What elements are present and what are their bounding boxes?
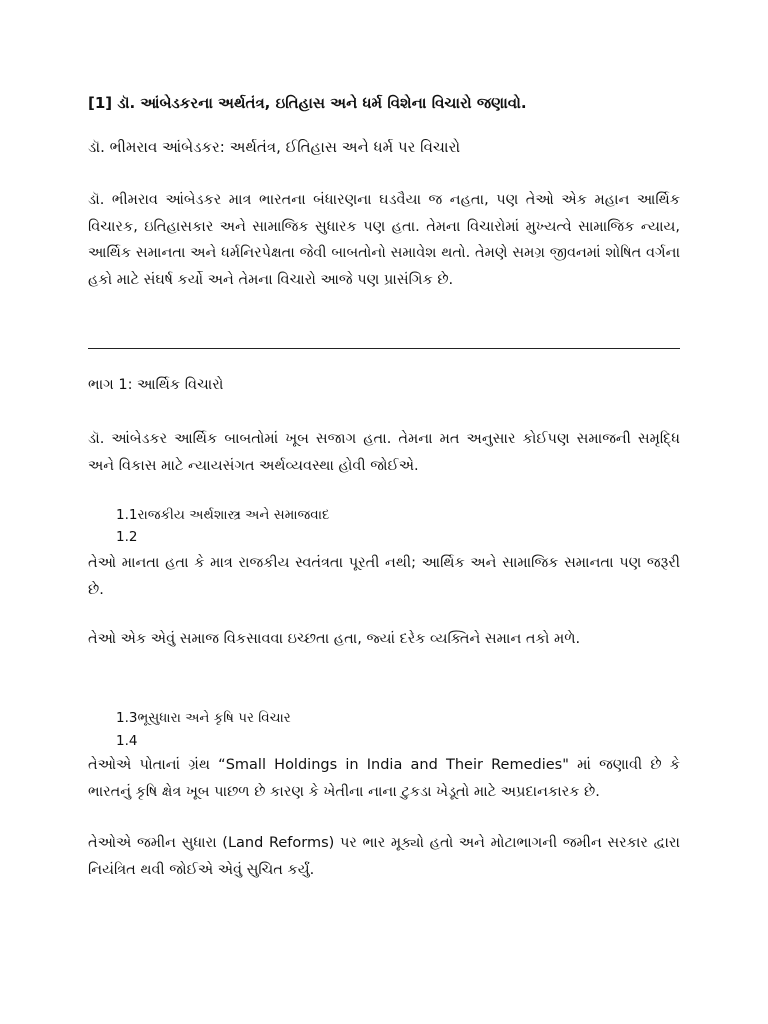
document-subtitle: ડૉ. ભીમરાવ આંબેડકર: અર્થતંત્ર, ઈતિહાસ અને ધર્મ પર વિચારો [88, 138, 461, 156]
society-paragraph: તેઓ એક એવું સમાજ વિકસાવવા ઇચ્છતા હતા, જ્યાં દરેક વ્યક્તિને સમાન તકો મળે. [88, 631, 581, 647]
list-item-1-1: 1.1રાજકીય અર્થશાસ્ત્ર અને સમાજવાદ [116, 507, 330, 523]
list-item-1-2: 1.2 [116, 529, 138, 545]
intro-paragraph: ડૉ. ભીમરાવ આંબેડકર માત્ર ભારતના બંધારણના ઘડવૈયા જ નહતા, પણ તેઓ એક મહાન આર્થિક વિચારક, ઇતિહાસકાર અને સામાજિક સુધારક પણ હતા. તેમના વિચારોમાં મુખ્યત્વે સામાજિક ન્યાય, આર્થિક સમાનતા અને ધર્મનિરપેક્ષતા જેવી બાબતોનો સમાવેશ થતો. તેમણે સમગ્ર જીવનમાં શોષિત વર્ગના હકો માટે સંઘર્ષ કર્યો અને તેમના વિચારો આજે પણ પ્રાસંગિક છે. [88, 192, 680, 288]
book-paragraph: તેઓએ પોતાનાં ગ્રંથ “Small Holdings in India and Their Remedies" માં જણાવી છે કે ભારતનું કૃષિ ક્ષેત્ર ખૂબ પાછળ છે કારણ કે ખેતીના નાના ટુકડા ખેડૂતો માટે અપ્રદાનકારક છે. [88, 757, 680, 800]
economic-paragraph: ડૉ. આંબેડકર આર્થિક બાબતોમાં ખૂબ સજાગ હતા. તેમના મત અનુસાર કોઈપણ સમાજની સમૃદ્ધિ અને વિકાસ માટે ન્યાયસંગત અર્થવ્યવસ્થા હોવી જોઈએ. [88, 431, 680, 474]
question-title: [1] ડૉ. આંબેડકરના અર્થતંત્ર, ઇતિહાસ અને ધર્મ વિશેના વિચારો જણાવો. [88, 94, 527, 112]
list-item-1-3: 1.3ભૂસુધારા અને કૃષિ પર વિચાર [116, 710, 291, 726]
freedom-paragraph: તેઓ માનતા હતા કે માત્ર રાજકીય સ્વતંત્રતા પૂરતી નથી; આર્થિક અને સામાજિક સમાનતા પણ જરૂરી છે. [88, 555, 680, 598]
land-reform-paragraph: તેઓએ જમીન સુધારા (Land Reforms) પર ભાર મૂક્યો હતો અને મોટાભાગની જમીન સરકાર દ્વારા નિયંત્રિત થવી જોઈએ એવું સુચિત કર્યું. [88, 835, 680, 878]
section-heading: ભાગ 1: આર્થિક વિચારો [88, 377, 224, 393]
horizontal-divider [88, 348, 680, 349]
list-item-1-4: 1.4 [116, 733, 138, 749]
